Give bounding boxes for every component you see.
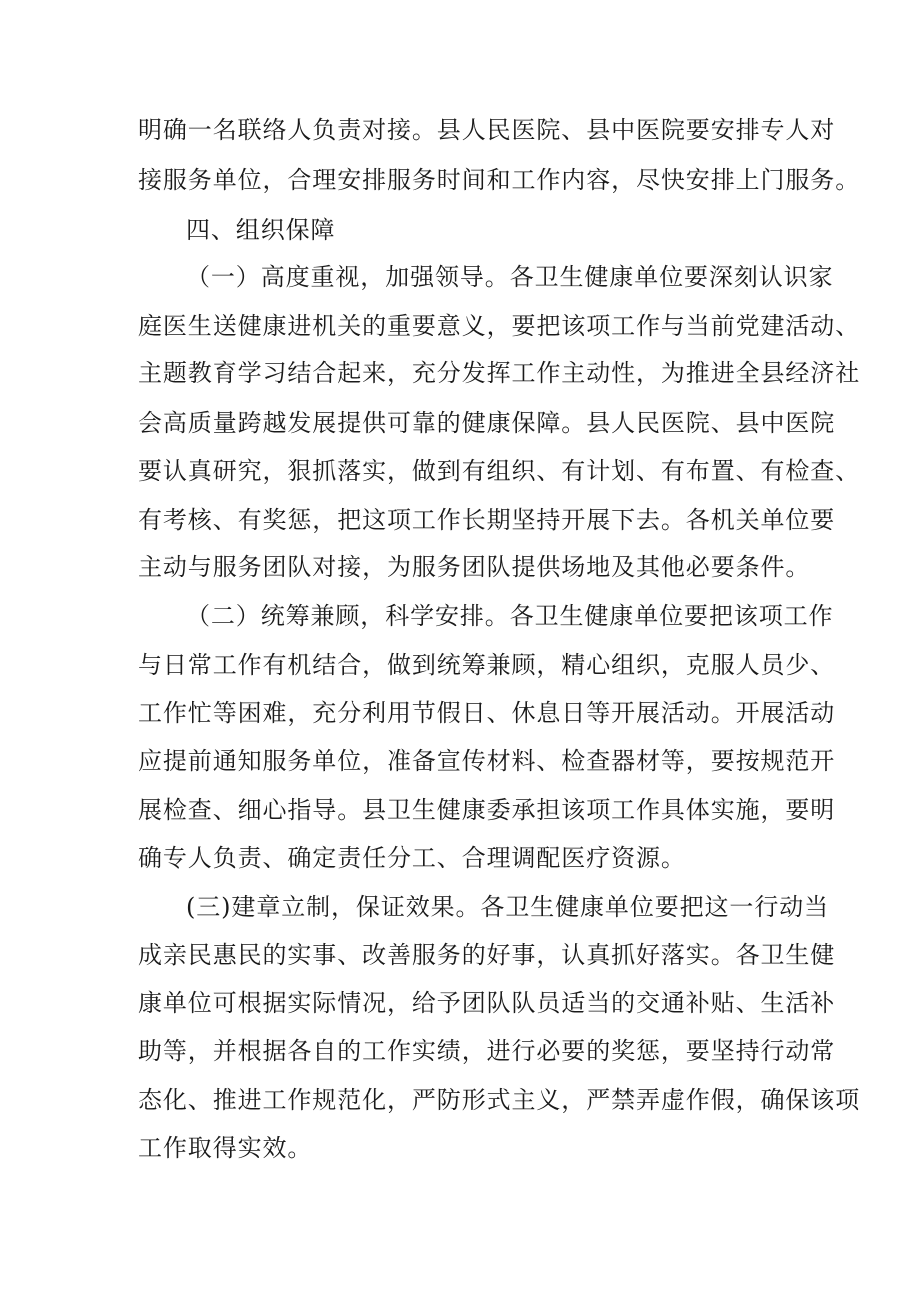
body-text-line: 明确一名联络人负责对接。县人民医院、县中医院要安排专人对 (138, 116, 836, 144)
body-text-line: 成亲民惠民的实事、改善服务的好事，认真抓好落实。各卫生健 (138, 941, 836, 969)
body-text-line: 主题教育学习结合起来，充分发挥工作主动性，为推进全县经济社 (138, 359, 861, 387)
body-text-line: 助等，并根据各自的工作实绩，进行必要的奖惩，要坚持行动常 (138, 1037, 836, 1065)
section-heading: 四、组织保障 (186, 216, 336, 244)
body-text-line: 态化、推进工作规范化，严防形式主义，严禁弄虚作假，确保该项 (138, 1086, 861, 1114)
body-text-line: 主动与服务团队对接，为服务团队提供场地及其他必要条件。 (138, 553, 811, 581)
body-text-line: 应提前通知服务单位，准备宣传材料、检查器材等，要按规范开 (138, 747, 836, 775)
paragraph-first-line: （一）高度重视，加强领导。各卫生健康单位要深刻认识家 (186, 263, 834, 291)
body-text-line: 康单位可根据实际情况，给予团队队员适当的交通补贴、生活补 (138, 989, 836, 1017)
body-text-line: 会高质量跨越发展提供可靠的健康保障。县人民医院、县中医院 (138, 409, 836, 437)
body-text-line: 工作取得实效。 (138, 1134, 313, 1162)
body-text-line: 确专人负责、确定责任分工、合理调配医疗资源。 (138, 844, 686, 872)
body-text-line: 有考核、有奖惩，把这项工作长期坚持开展下去。各机关单位要 (138, 506, 836, 534)
paragraph-first-line: (三)建章立制，保证效果。各卫生健康单位要把这一行动当 (186, 893, 830, 921)
paragraph-first-line: （二）统筹兼顾，科学安排。各卫生健康单位要把该项工作 (186, 602, 834, 630)
body-text-line: 接服务单位，合理安排服务时间和工作内容，尽快安排上门服务。 (138, 166, 861, 194)
body-text-line: 庭医生送健康进机关的重要意义，要把该项工作与当前党建活动、 (138, 312, 861, 340)
body-text-line: 与日常工作有机结合，做到统筹兼顾，精心组织，克服人员少、 (138, 651, 836, 679)
body-text-line: 要认真研究，狠抓落实，做到有组织、有计划、有布置、有检查、 (138, 457, 861, 485)
body-text-line: 展检查、细心指导。县卫生健康委承担该项工作具体实施，要明 (138, 796, 836, 824)
body-text-line: 工作忙等困难，充分利用节假日、休息日等开展活动。开展活动 (138, 699, 836, 727)
